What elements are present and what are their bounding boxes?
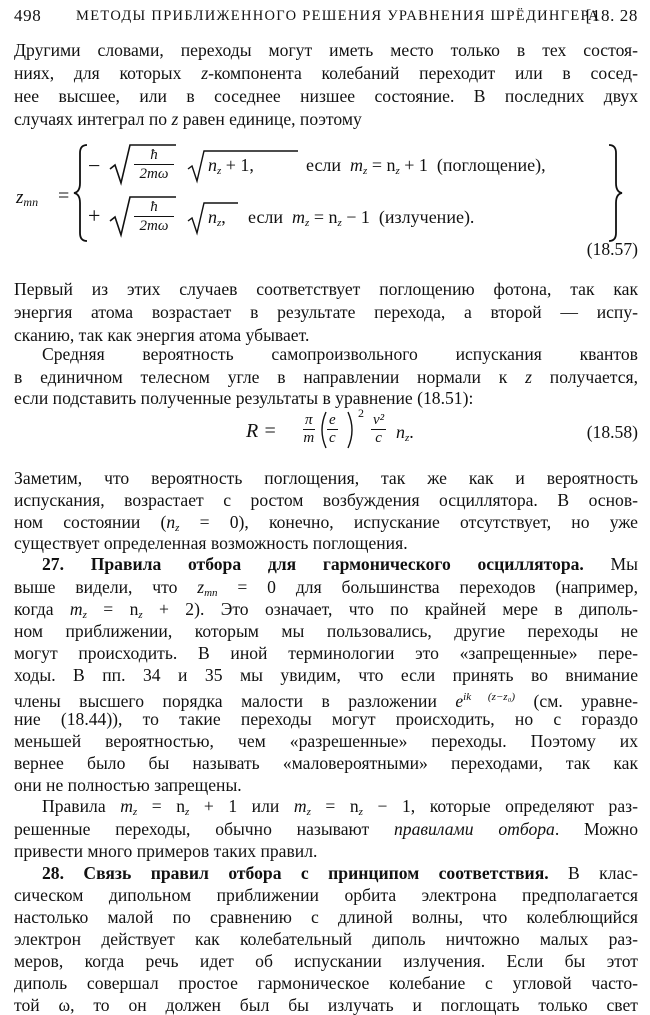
section28-heading: 28. Связь правил отбора с принципом соответствия. — [42, 863, 549, 883]
eq57-equals: = — [58, 185, 70, 207]
selection-rules-term: правилами отбора — [393, 819, 555, 839]
page-number: 498 — [14, 6, 42, 25]
case2-root-content: $n_z$, — [208, 207, 226, 229]
para3-line2: в единичном телесном угле в направлении нормали к z получается, — [14, 367, 639, 387]
case1-condition: если $m_z = n_z + 1$ (поглощение), — [306, 155, 546, 177]
section27-line9: меньшей вероятностью, чем «разрешенные» переходы. Поэтому их — [14, 731, 638, 751]
section27-heading: 27. Правила отбора для гармонического осциллятора. — [42, 554, 584, 574]
para3-line3: если подставить полученные результаты в уравнение (18.51): — [14, 388, 474, 408]
case2-fraction: $\frac{ħ}{2m\omega}$ — [134, 198, 174, 235]
equation-18-57 — [14, 143, 638, 263]
section27-line3: когда $m_z = n_z + 2$). Это означает, что по крайней мере в диполь- — [14, 599, 638, 621]
section27-line10: вернее было бы называть «маловероятными» переходами, так как — [14, 753, 638, 773]
para1-line3: нее высшее, или в соседнее низшее состояние. В последних двух — [14, 86, 638, 106]
section28-line6: диполь совершал простое гармоническое колебание с угловой часто- — [14, 973, 638, 993]
para1-line1: Другими словами, переходы могут иметь место только в тех состоя- — [14, 40, 638, 60]
right-brace — [606, 143, 624, 243]
eq58-frac3: $\frac{\text{ν²}}{c}$ — [373, 412, 385, 446]
eq58-lhs: R = — [246, 420, 277, 442]
para2-line1: Первый из этих случаев соответствует поглощению фотона, так как — [14, 279, 638, 299]
eq58-number: (18.58) — [586, 422, 638, 442]
rules-line2: решенные переходы, обычно называют правилами отбора. Можно — [14, 819, 638, 839]
case1-root-content: $n_z + 1$, — [208, 155, 254, 177]
section27-line6: ходы. В пп. 34 и 35 мы увидим, что если принять во внимание — [14, 665, 638, 685]
equation-18-58 — [14, 406, 638, 460]
para3-line1: Средняя вероятность самопроизвольного испускания квантов — [42, 344, 638, 364]
eq57-case1 — [88, 143, 608, 187]
rules-line1: Правила $m_z = n_z + 1$ или $m_z = n_z - 1$, которые определяют раз- — [42, 796, 638, 818]
section27-line4: ном приближении, которым мы пользовались, другие переходы не — [14, 621, 638, 641]
section28-heading-line: 28. Связь правил отбора с принципом соответствия. В клас- — [42, 863, 638, 883]
section27-line8: ние (18.44)), то такие переходы могут происходить, но с гораздо — [14, 709, 638, 729]
eq58-frac1: $\frac{\pi}{m}$ — [303, 412, 315, 446]
section27-heading-line: 27. Правила отбора для гармонического осциллятора. Мы — [42, 554, 638, 574]
eq57-number: (18.57) — [586, 239, 638, 259]
case2-condition: если $m_z = n_z - 1$ (излучение). — [248, 207, 475, 229]
eq57-case2 — [88, 195, 608, 239]
case1-fraction: $\frac{ħ}{2m\omega}$ — [134, 146, 174, 183]
para4-line4: существует определенная возможность поглощения. — [14, 533, 408, 553]
para4-line2: испускания, возрастает с ростом возбуждения осциллятора. В основ- — [14, 490, 638, 510]
section28-line2: сическом дипольном приближении орбита электрона предполагается — [14, 885, 638, 905]
para1-line2: ниях, для которых z-компонента колебаний переходит или в сосед- — [14, 63, 638, 83]
section27-line5: могут происходить. В иной терминологии это «запрещенные» пере- — [14, 643, 638, 663]
para1-line4: случаях интеграл по z равен единице, поэтому — [14, 109, 362, 129]
para4-line1: Заметим, что вероятность поглощения, так же как и вероятность — [14, 468, 638, 488]
running-head — [14, 6, 638, 30]
section27-line7: члены высшего порядка малости в разложении $e^{ik (z-z_0)}$ (см. уравне- — [14, 691, 638, 711]
para2-line3: сканию, так как энергия атома убывает. — [14, 325, 310, 345]
eq58-tail: $n_z$. — [396, 422, 414, 444]
section27-line2: выше видели, что $z_{mn} = 0$ для большинства переходов (например, — [14, 577, 638, 599]
eq58-exponent: 2 — [358, 406, 364, 420]
case2-radicals — [108, 195, 248, 239]
section28-line4: электрон действует как колебательный диполь ничтожно малых раз- — [14, 929, 638, 949]
para2-line2: энергия атома возрастает в результате перехода, а второй — испу- — [14, 302, 638, 322]
para4-line3: ном состоянии $(n_z = 0)$, конечно, испускание отсутствует, но уже — [14, 512, 638, 534]
case1-sign: − — [88, 153, 101, 178]
section-ref: [18. 28 — [585, 6, 638, 25]
case2-sign: + — [88, 203, 101, 228]
running-title: МЕТОДЫ ПРИБЛИЖЕННОГО РЕШЕНИЯ УРАВНЕНИЯ ШРЁДИНГЕРА — [76, 8, 600, 24]
section28-line5: меров, когда речь идет об испускании излучения. Если бы этот — [14, 951, 638, 971]
section28-line7: той ω, то он должен был бы излучать и поглощать только свет — [14, 995, 638, 1015]
section28-line3: настолько малой по сравнению с длиной волны, что колеблющийся — [14, 907, 638, 927]
eq58-frac2: $\frac{e}{c}$ — [329, 412, 336, 446]
eq57-lhs: $z_{mn}$ — [16, 187, 39, 209]
rules-line3: привести много примеров таких правил. — [14, 841, 318, 861]
section27-line11: они не полностью запрещены. — [14, 775, 242, 795]
